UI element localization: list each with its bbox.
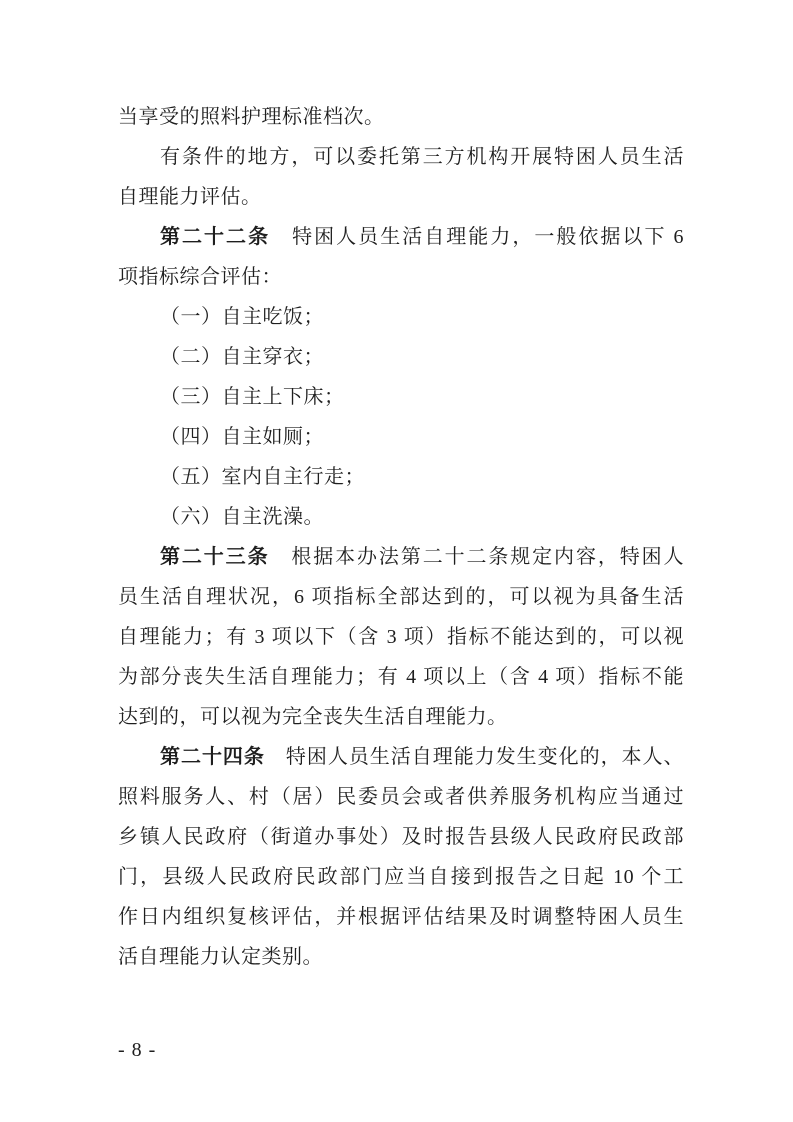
line-text: （四）自主如厕； bbox=[160, 426, 324, 448]
line-text: 作日内组织复核评估，并根据评估结果及时调整特困人员生 bbox=[118, 906, 684, 928]
line-text: 有条件的地方，可以委托第三方机构开展特困人员生活 bbox=[160, 146, 684, 168]
list-item-5 bbox=[118, 457, 684, 497]
list-item-2 bbox=[118, 337, 684, 377]
line-text: 特困人员生活自理能力，一般依据以下 6 bbox=[270, 226, 685, 248]
line-text: （一）自主吃饭； bbox=[160, 306, 324, 328]
text-line bbox=[118, 137, 684, 177]
list-item-4 bbox=[118, 417, 684, 457]
text-line-article-24 bbox=[118, 737, 684, 777]
text-line bbox=[118, 257, 684, 297]
text-line bbox=[118, 617, 684, 657]
list-item-3 bbox=[118, 377, 684, 417]
line-text: 根据本办法第二十二条规定内容，特困人 bbox=[269, 546, 685, 568]
text-line bbox=[118, 577, 684, 617]
line-text: （五）室内自主行走； bbox=[160, 466, 365, 488]
line-text: 自理能力评估。 bbox=[118, 186, 262, 208]
text-line bbox=[118, 697, 684, 737]
text-line bbox=[118, 177, 684, 217]
line-text: 达到的，可以视为完全丧失生活自理能力。 bbox=[118, 706, 508, 728]
text-line bbox=[118, 897, 684, 937]
list-item-6 bbox=[118, 497, 684, 537]
article-number: 第二十二条 bbox=[160, 226, 271, 248]
line-text: 特困人员生活自理能力发生变化的，本人、 bbox=[264, 746, 685, 768]
list-item-1 bbox=[118, 297, 684, 337]
line-text: 为部分丧失生活自理能力；有 4 项以上（含 4 项）指标不能 bbox=[118, 666, 684, 688]
line-text: 项指标综合评估： bbox=[118, 266, 282, 288]
text-line bbox=[118, 937, 684, 977]
line-text: 自理能力；有 3 项以下（含 3 项）指标不能达到的，可以视 bbox=[118, 626, 684, 648]
line-text: 门，县级人民政府民政部门应当自接到报告之日起 10 个工 bbox=[118, 866, 684, 888]
text-line-article-23 bbox=[118, 537, 684, 577]
text-line-article-22 bbox=[118, 217, 684, 257]
line-text: 乡镇人民政府（街道办事处）及时报告县级人民政府民政部 bbox=[118, 826, 684, 848]
line-text: 员生活自理状况，6 项指标全部达到的，可以视为具备生活 bbox=[118, 586, 684, 608]
text-line bbox=[118, 97, 684, 137]
line-text: （六）自主洗澡。 bbox=[160, 506, 324, 528]
article-number: 第二十四条 bbox=[160, 746, 265, 768]
line-text: （二）自主穿衣； bbox=[160, 346, 324, 368]
document-body bbox=[118, 97, 684, 977]
line-text: 当享受的照料护理标准档次。 bbox=[118, 106, 385, 128]
text-line bbox=[118, 777, 684, 817]
line-text: 照料服务人、村（居）民委员会或者供养服务机构应当通过 bbox=[118, 786, 684, 808]
text-line bbox=[118, 657, 684, 697]
text-line bbox=[118, 857, 684, 897]
line-text: 活自理能力认定类别。 bbox=[118, 946, 323, 968]
article-number: 第二十三条 bbox=[160, 546, 270, 568]
line-text: （三）自主上下床； bbox=[160, 386, 345, 408]
text-line bbox=[118, 817, 684, 857]
page-number: - 8 - bbox=[118, 1039, 157, 1061]
